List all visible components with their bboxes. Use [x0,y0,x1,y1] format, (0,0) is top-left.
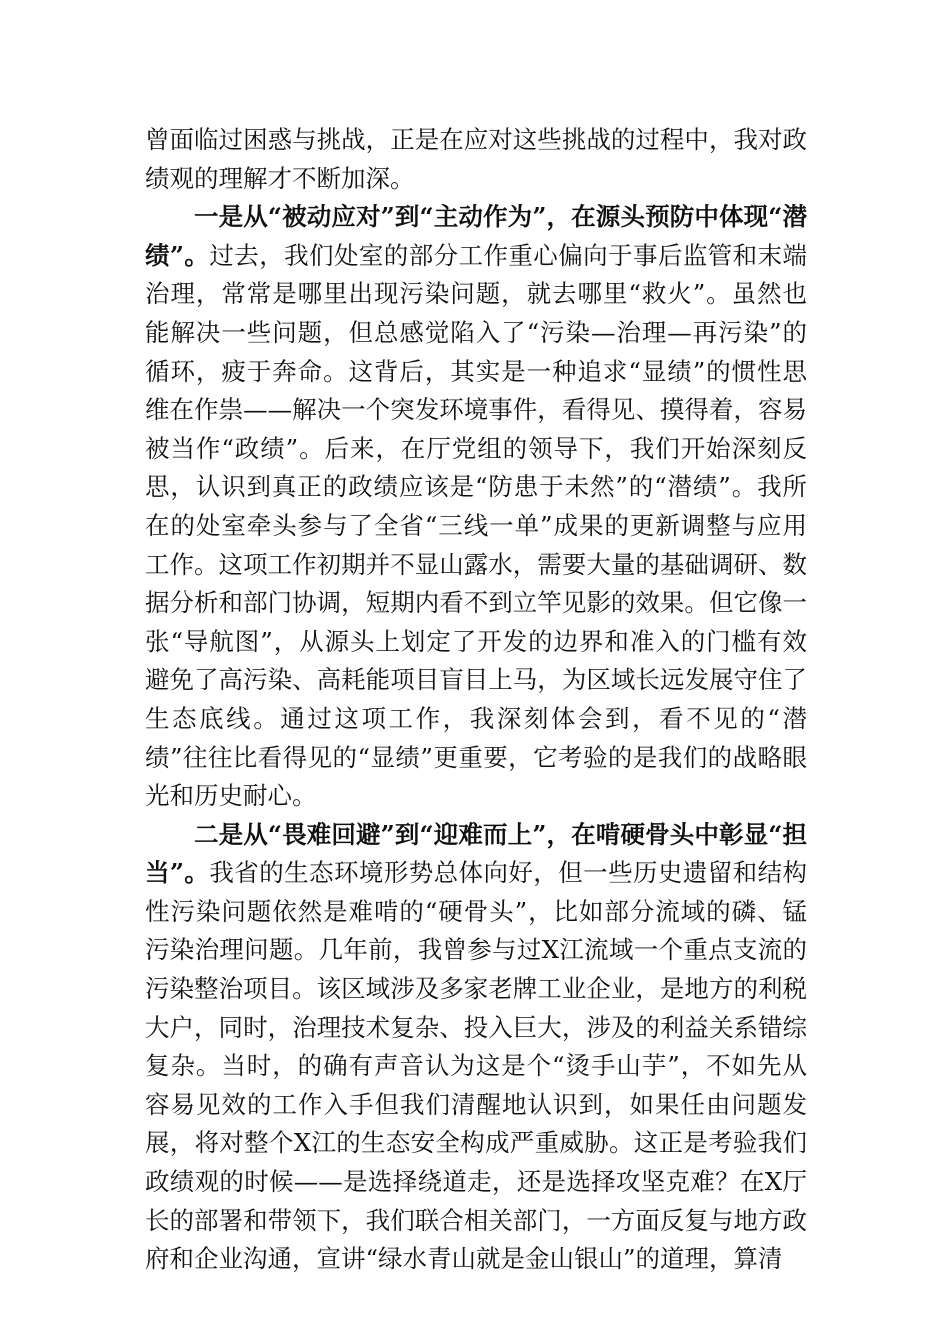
paragraph-2-lead: 一是从“被动应对”到“主动作为”，在源头预防中体现“潜绩”。 [145,202,807,270]
paragraph-1-text: 曾面临过困惑与挑战，正是在应对这些挑战的过程中，我对政绩观的理解才不断加深。 [145,125,807,193]
paragraph-3-lead: 二是从“畏难回避”到“迎难而上”，在啃硬骨头中彰显“担当”。 [145,819,807,888]
document-page [145,121,807,1279]
paragraph-2 [145,198,807,816]
paragraph-3 [145,816,807,1279]
paragraph-1 [145,121,807,198]
paragraph-2-text: 过去，我们处室的部分工作重心偏向于事后监管和末端治理，常常是哪里出现污染问题，就去哪里“救火”。虽然也能解决一些问题，但总感觉陷入了“污染—治理—再污染”的循环，疲于奔命。这背后，其实是一种追求“显绩”的惯性思维在作祟——解决一个突发环境事件，看得见、摸得着，容易被当作“政绩”。后来，在厅党组的领导下，我们开始深刻反思，认识到真正的政绩应该是“防患于未然”的“潜绩”。我所在的处室牵头参与了全省“三线一单”成果的更新调整与应用工作。这项工作初期并不显山露水，需要大量的基础调研、数据分析和部门协调，短期内看不到立竿见影的效果。但它像一张“导航图”，从源头上划定了开发的边界和准入的门槛有效避免了高污染、高耗能项目盲目上马，为区域长远发展守住了生态底线。通过这项工作，我深刻体会到，看不见的“潜绩”往往比看得见的“显绩”更重要，它考验的是我们的战略眼光和历史耐心。 [145,240,808,811]
paragraph-3-text: 我省的生态环境形势总体向好，但一些历史遗留和结构性污染问题依然是难啃的“硬骨头”，比如部分流域的磷、锰污染治理问题。几年前，我曾参与过X江流域一个重点支流的污染整治项目。该区域涉及多家老牌工业企业，是地方的利税大户，同时，治理技术复杂、投入巨大，涉及的利益关系错综复杂。当时，的确有声音认为这是个“烫手山芋”，不如先从容易见效的工作入手但我们清醒地认识到，如果任由问题发展，将对整个X江的生态安全构成严重威胁。这正是考验我们政绩观的时候——是选择绕道走，还是选择攻坚克难？在X厅长的部署和带领下，我们联合相关部门，一方面反复与地方政府和企业沟通，宣讲“绿水青山就是金山银山”的道理，算清 [145,858,808,1274]
